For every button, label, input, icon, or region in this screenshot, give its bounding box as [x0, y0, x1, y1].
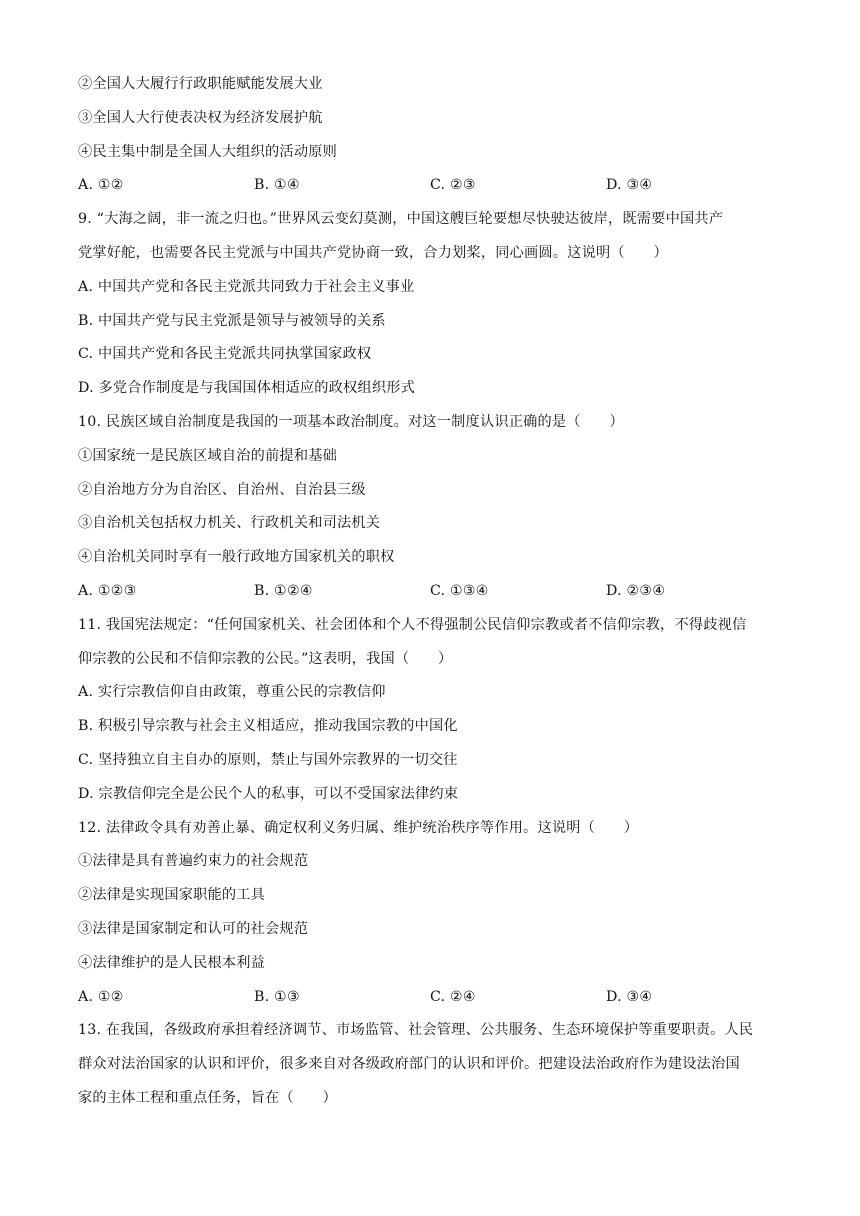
- q12-choices: [78, 981, 788, 1015]
- q8-choice-c: C. ②③: [430, 177, 476, 194]
- q13-stem-line-1: 13. 在我国，各级政府承担着经济调节、市场监管、社会管理、公共服务、生态环境保护等重要职责。人民: [78, 1022, 754, 1039]
- q12-choice-b: B. ①③: [254, 988, 300, 1005]
- q12-option-1: ①法律是具有普遍约束力的社会规范: [78, 853, 309, 870]
- q13-stem-line-2: 群众对法治国家的认识和评价，很多来自对各级政府部门的认识和评价。把建设法治政府作为建设法治国: [78, 1056, 740, 1073]
- q10-option-3: ③自治机关包括权力机关、行政机关和司法机关: [78, 515, 381, 532]
- q10-choices: [78, 575, 788, 609]
- q10-option-4: ④自治机关同时享有一般行政地方国家机关的职权: [78, 549, 395, 566]
- q11-stem-line-2: 仰宗教的公民和不信仰宗教的公民。”这表明，我国（ ）: [78, 650, 453, 667]
- q9-stem-line-1: 9. “大海之阔，非一流之归也。”世界风云变幻莫测，中国这艘巨轮要想尽快驶达彼岸，既需要中国共产: [78, 211, 724, 228]
- q12-option-3: ③法律是国家制定和认可的社会规范: [78, 920, 309, 937]
- q8-choice-b: B. ①④: [254, 177, 300, 194]
- q10-option-2: ②自治地方分为自治区、自治州、自治县三级: [78, 481, 366, 498]
- q8-option-3: ③全国人大行使表决权为经济发展护航: [78, 109, 323, 126]
- q11-option-b: B. 积极引导宗教与社会主义相适应，推动我国宗教的中国化: [78, 718, 458, 735]
- q8-option-2: ②全国人大履行行政职能赋能发展大业: [78, 76, 323, 92]
- exam-page: [78, 68, 788, 1116]
- q8-choices: [78, 169, 788, 203]
- q8-choice-d: D. ③④: [606, 177, 653, 194]
- q10-choice-d: D. ②③④: [606, 582, 666, 599]
- q8-choice-a: A. ①②: [78, 177, 124, 194]
- q12-option-4: ④法律维护的是人民根本利益: [78, 954, 266, 971]
- q10-option-1: ①国家统一是民族区域自治的前提和基础: [78, 447, 337, 464]
- q9-option-c: C. 中国共产党和各民主党派共同执掌国家政权: [78, 346, 372, 363]
- q9-stem-line-2: 党掌好舵，也需要各民主党派与中国共产党协商一致，合力划桨，同心画圆。这说明（ ）: [78, 244, 668, 261]
- q11-option-c: C. 坚持独立自主自办的原则，禁止与国外宗教界的一切交往: [78, 751, 458, 768]
- q9-option-d: D. 多党合作制度是与我国国体相适应的政权组织形式: [78, 380, 416, 397]
- q9-option-a: A. 中国共产党和各民主党派共同致力于社会主义事业: [78, 278, 415, 295]
- q11-option-d: D. 宗教信仰完全是公民个人的私事，可以不受国家法律约束: [78, 785, 459, 802]
- q12-stem: 12. 法律政令具有劝善止暴、确定权利义务归属、维护统治秩序等作用。这说明（ ）: [78, 819, 639, 836]
- q10-choice-b: B. ①②④: [254, 582, 313, 599]
- q12-choice-d: D. ③④: [606, 988, 653, 1005]
- q10-stem: 10. 民族区域自治制度是我国的一项基本政治制度。对这一制度认识正确的是（ ）: [78, 413, 624, 430]
- q12-choice-c: C. ②④: [430, 988, 476, 1005]
- q9-option-b: B. 中国共产党与民主党派是领导与被领导的关系: [78, 312, 386, 329]
- q10-choice-a: A. ①②③: [78, 582, 137, 599]
- q11-stem-line-1: 11. 我国宪法规定：“任何国家机关、社会团体和个人不得强制公民信仰宗教或者不信仰宗教，不得歧视信: [78, 616, 747, 633]
- q11-option-a: A. 实行宗教信仰自由政策，尊重公民的宗教信仰: [78, 684, 386, 701]
- q12-option-2: ②法律是实现国家职能的工具: [78, 887, 266, 904]
- q8-option-4: ④民主集中制是全国人大组织的活动原则: [78, 143, 337, 160]
- q12-choice-a: A. ①②: [78, 988, 124, 1005]
- q13-stem-line-3: 家的主体工程和重点任务，旨在（ ）: [78, 1089, 337, 1106]
- q10-choice-c: C. ①③④: [430, 582, 489, 599]
